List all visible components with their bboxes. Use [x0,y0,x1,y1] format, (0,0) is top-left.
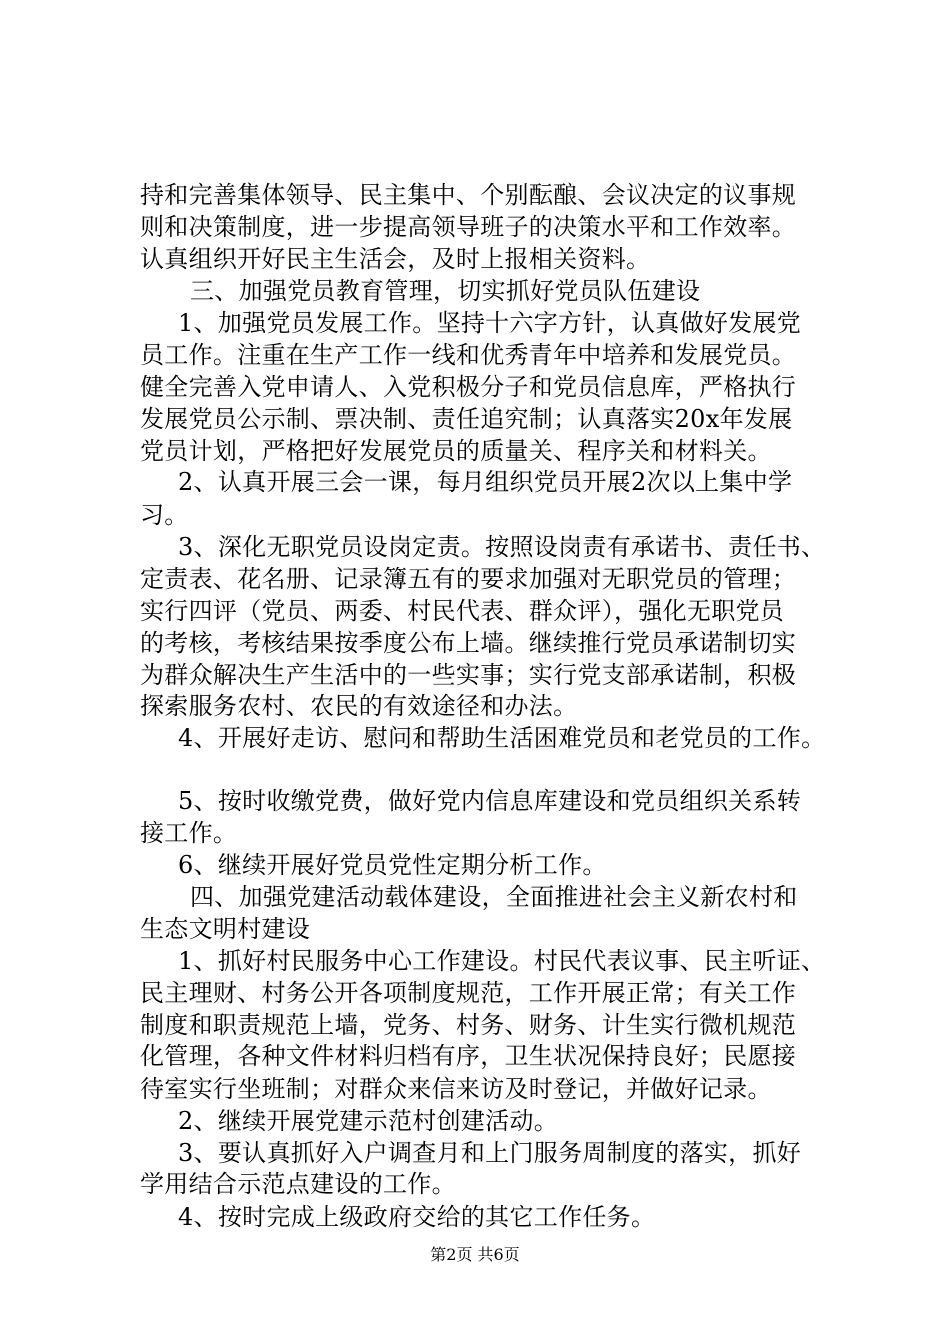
text-line: 健全完善入党申请人、入党积极分子和党员信息库，严格执行 [140,373,797,401]
text-line: 制度和职责规范上墙，党务、村务、财务、计生实行微机规范 [140,1011,797,1039]
text-line: 4、开展好走访、慰问和帮助生活困难党员和老党员的工作。 [178,724,826,752]
text-line: 学用结合示范点建设的工作。 [140,1170,456,1198]
text-line: 5、按时收缴党费，做好党内信息库建设和党员组织关系转 [178,787,802,815]
text-line: 为群众解决生产生活中的一些实事；实行党支部承诺制，积极 [140,661,797,689]
text-line: 员工作。注重在生产工作一线和优秀青年中培养和发展党员。 [140,341,797,369]
text-line: 民主理财、村务公开各项制度规范，工作开展正常；有关工作 [140,979,797,1007]
text-line: 定责表、花名册、记录簿五有的要求加强对无职党员的管理； [140,565,797,593]
section-heading: 三、加强党员教育管理，切实抓好党员队伍建设 [190,277,701,305]
text-line: 实行四评（党员、两委、村民代表、群众评），强化无职党员 [140,597,785,625]
text-line: 6、继续开展好党员党性定期分析工作。 [178,851,607,879]
text-line: 1、抓好村民服务中心工作建设。村民代表议事、民主听证、 [178,947,826,975]
text-line: 2、认真开展三会一课，每月组织党员开展2次以上集中学 [178,468,793,496]
text-line: 化管理，各种文件材料归档有序，卫生状况保持良好；民愿接 [140,1042,797,1070]
section-heading: 生态文明村建设 [140,915,311,943]
text-line: 3、深化无职党员设岗定责。按照设岗责有承诺书、责任书、 [178,533,826,561]
page-footer: 第2页 共6页 [430,1245,520,1264]
section-heading: 四、加强党建活动载体建设，全面推进社会主义新农村和 [190,883,798,911]
text-line: 发展党员公示制、票决制、责任追究制；认真落实20x年发展 [140,405,793,433]
text-line: 的考核，考核结果按季度公布上墙。继续推行党员承诺制切实 [140,629,797,657]
text-line: 探索服务农村、农民的有效途径和办法。 [140,692,578,720]
text-line: 1、加强党员发展工作。坚持十六字方针，认真做好发展党 [178,309,802,337]
text-line: 3、要认真抓好入户调查月和上门服务周制度的落实，抓好 [178,1139,802,1167]
text-line: 4、按时完成上级政府交给的其它工作任务。 [178,1203,656,1231]
text-line: 接工作。 [140,819,238,847]
text-line: 党员计划，严格把好发展党员的质量关、程序关和材料关。 [140,437,772,465]
text-line: 习。 [140,501,189,529]
text-line: 待室实行坐班制；对群众来信来访及时登记，并做好记录。 [140,1075,772,1103]
text-line: 2、继续开展党建示范村创建活动。 [178,1107,559,1135]
text-line: 则和决策制度，进一步提高领导班子的决策水平和工作效率。 [140,213,797,241]
text-line: 持和完善集体领导、民主集中、个别酝酿、会议决定的议事规 [140,181,797,209]
text-line: 认真组织开好民主生活会，及时上报相关资料。 [140,245,651,273]
